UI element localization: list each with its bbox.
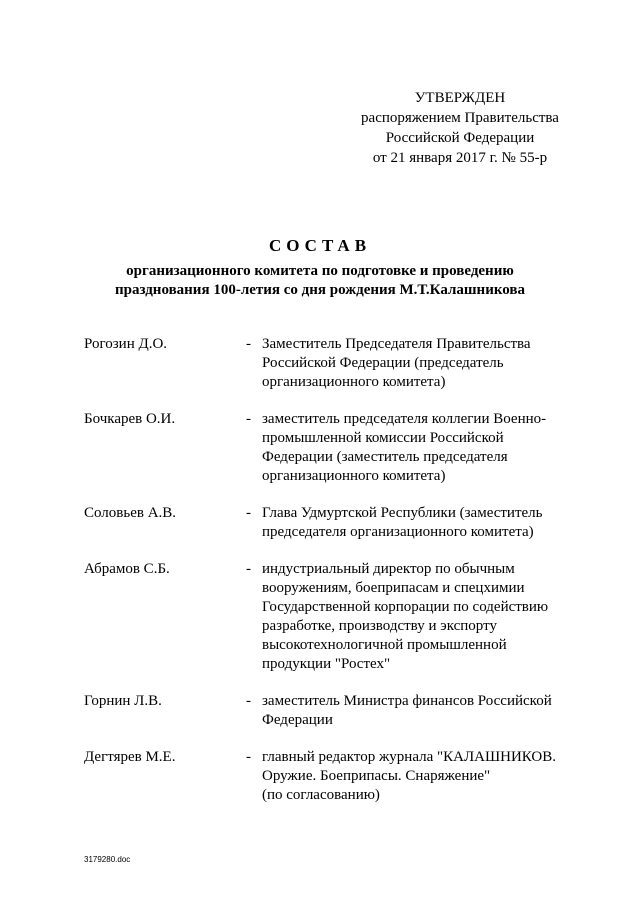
role-line: продукции "Ростех" (262, 656, 391, 672)
member-dash: - (246, 336, 251, 352)
role-line: заместитель Министра финансов Российской (262, 693, 552, 709)
member-name: Горнин Л.В. (84, 693, 162, 709)
member-row (84, 748, 584, 805)
member-dash: - (246, 693, 251, 709)
approval-line: Российской Федерации (385, 130, 535, 146)
member-dash: - (246, 561, 251, 577)
member-dash: - (246, 411, 251, 427)
role-line: Глава Удмуртской Республики (заместитель (262, 505, 543, 521)
role-line: Оружие. Боеприпасы. Снаряжение" (262, 768, 491, 784)
document-subtitle (60, 262, 580, 300)
role-line: организационного комитета) (262, 374, 446, 390)
role-line: высокотехнологичной промышленной (262, 637, 507, 653)
member-row (84, 335, 584, 392)
subtitle-line: организационного комитета по подготовке и проведению (126, 263, 514, 279)
role-line: Государственной корпорации по содействию (262, 599, 549, 615)
subtitle-line: празднования 100-летия со дня рождения М.Т.Калашникова (114, 282, 526, 298)
member-role (262, 410, 572, 486)
member-name: Соловьев А.В. (84, 505, 177, 521)
member-dash: - (246, 749, 251, 765)
member-name: Абрамов С.Б. (84, 561, 170, 577)
role-line: вооружениям, боеприпасам и спецхимии (262, 580, 525, 596)
file-reference: 3179280.doc (84, 855, 131, 864)
document-title: СОСТАВ (268, 236, 372, 255)
member-row (84, 504, 584, 542)
member-role (262, 504, 572, 542)
approval-stamp (330, 88, 590, 168)
member-role (262, 748, 572, 805)
member-row (84, 410, 584, 486)
role-line: главный редактор журнала "КАЛАШНИКОВ. (262, 749, 557, 765)
role-line: промышленной комиссии Российской (262, 430, 504, 446)
member-role (262, 692, 572, 730)
member-name: Бочкарев О.И. (84, 411, 176, 427)
role-line: Федерации (262, 712, 333, 728)
role-line: Заместитель Председателя Правительства (262, 336, 531, 352)
member-row (84, 692, 584, 730)
role-line: председателя организационного комитета) (262, 524, 534, 540)
role-line: заместитель председателя коллегии Военно- (262, 411, 547, 427)
role-line: Российской Федерации (председатель (262, 355, 504, 371)
member-name: Дегтярев М.Е. (84, 749, 176, 765)
role-line: (по согласованию) (262, 787, 380, 803)
member-dash: - (246, 505, 251, 521)
role-line: организационного комитета) (262, 468, 446, 484)
members-list (84, 335, 584, 805)
approval-line: от 21 января 2017 г. № 55-р (372, 150, 548, 166)
member-name: Рогозин Д.О. (84, 336, 168, 352)
role-line: разработке, производству и экспорту (262, 618, 497, 634)
approval-line: УТВЕРЖДЕН (414, 90, 506, 106)
member-role (262, 560, 572, 674)
member-role (262, 335, 572, 392)
member-row (84, 560, 584, 674)
role-line: Федерации (заместитель председателя (262, 449, 508, 465)
role-line: индустриальный директор по обычным (262, 561, 515, 577)
approval-line: распоряжением Правительства (361, 110, 559, 126)
